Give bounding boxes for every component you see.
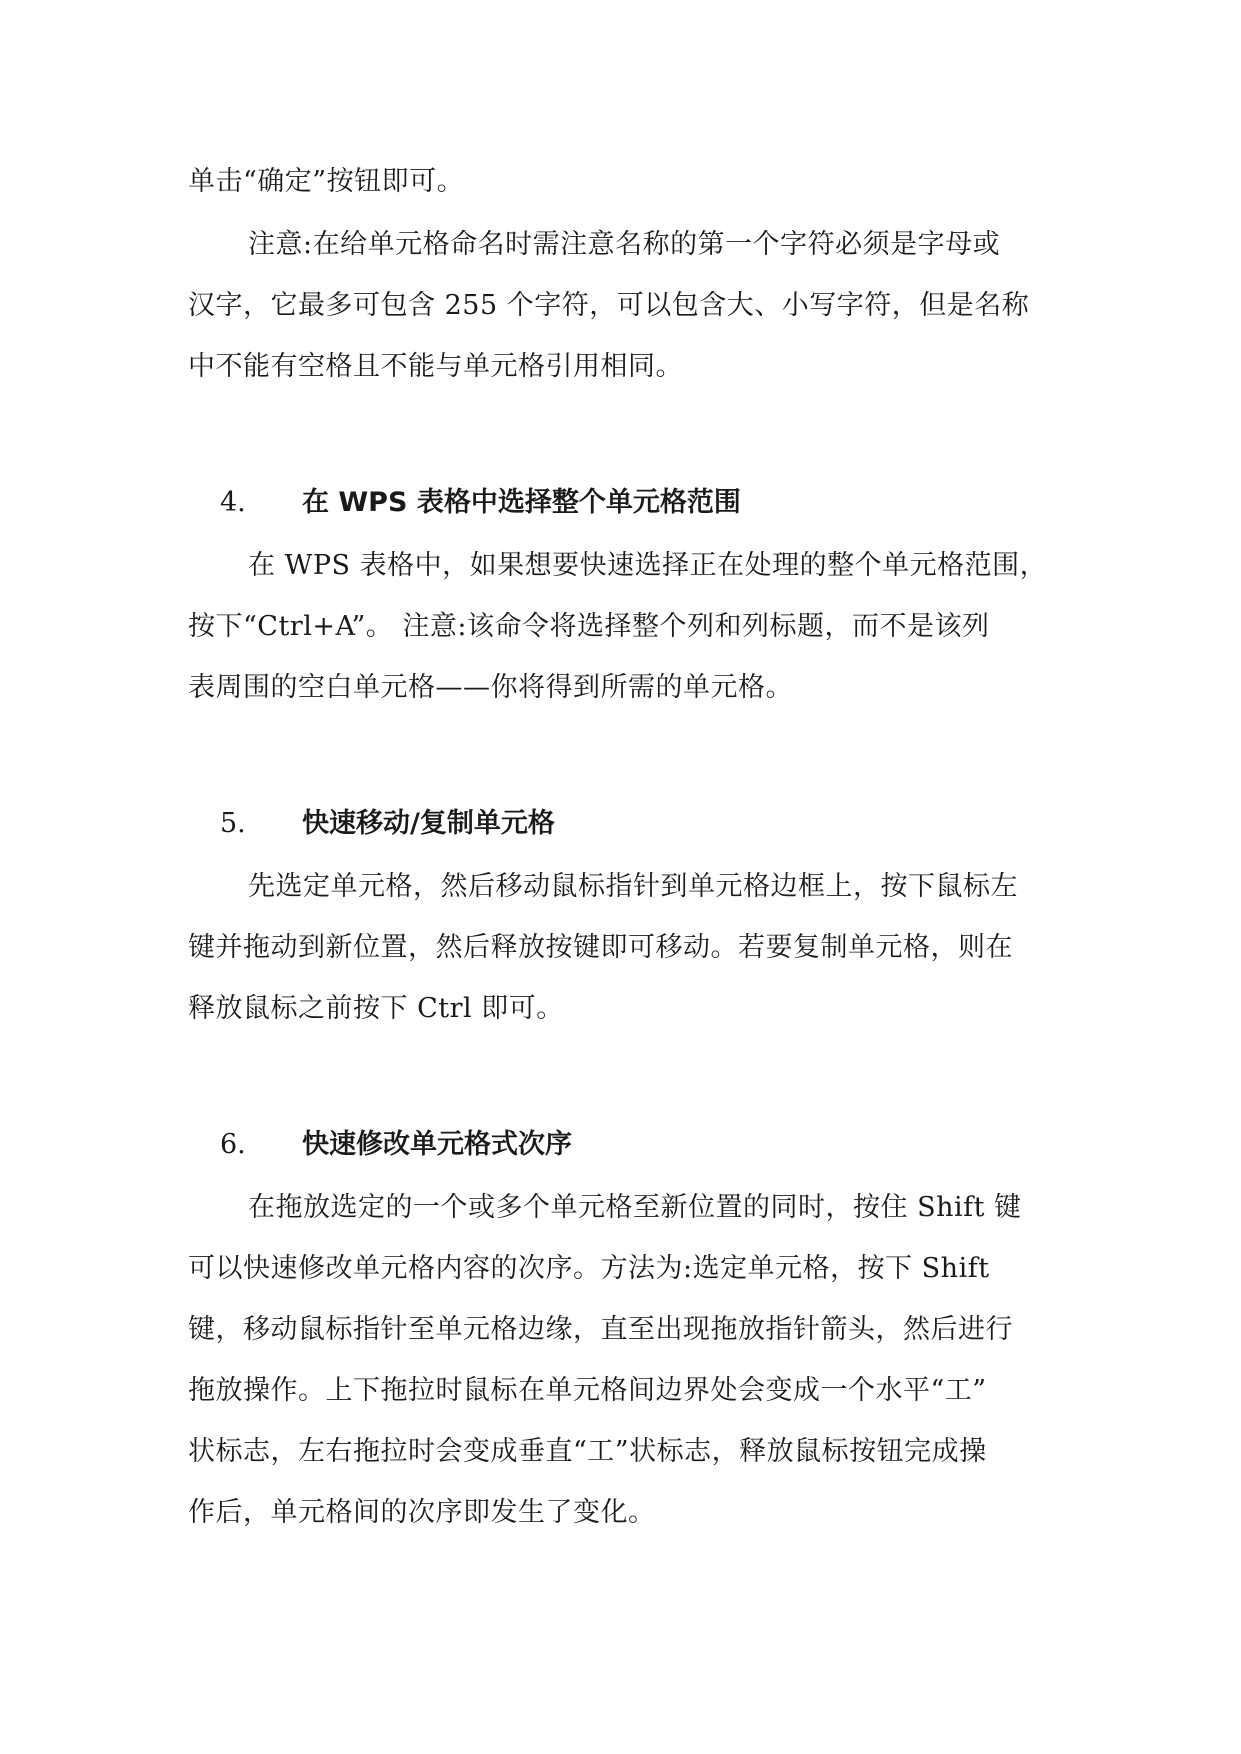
section-number: 4. <box>220 487 246 518</box>
paragraph-line: 单击“确定”按钮即可。 <box>188 166 465 197</box>
section-number: 6. <box>220 1129 246 1160</box>
paragraph-line: 释放鼠标之前按下 Ctrl 即可。 <box>188 993 564 1024</box>
paragraph-line: 在拖放选定的一个或多个单元格至新位置的同时，按住 Shift 键 <box>248 1192 1022 1223</box>
paragraph-line: 先选定单元格，然后移动鼠标指针到单元格边框上，按下鼠标左 <box>248 871 1018 902</box>
section-title: 快速移动/复制单元格 <box>302 808 555 839</box>
note-paragraph-line: 汉字，它最多可包含 255 个字符，可以包含大、小写字符，但是名称 <box>188 290 1030 321</box>
paragraph-line: 拖放操作。上下拖拉时鼠标在单元格间边界处会变成一个水平“工” <box>188 1375 987 1406</box>
paragraph-line: 按下“Ctrl+A”。 注意:该命令将选择整个列和列标题，而不是该列 <box>188 611 990 642</box>
paragraph-line: 可以快速修改单元格内容的次序。方法为:选定单元格，按下 Shift <box>188 1253 990 1284</box>
section-heading-4 <box>220 485 1060 521</box>
note-paragraph-line: 中不能有空格且不能与单元格引用相同。 <box>188 351 683 382</box>
paragraph-line: 键，移动鼠标指针至单元格边缘，直至出现拖放指针箭头，然后进行 <box>188 1314 1013 1345</box>
paragraph-line: 键并拖动到新位置，然后释放按键即可移动。若要复制单元格，则在 <box>188 932 1013 963</box>
section-title: 在 WPS 表格中选择整个单元格范围 <box>302 487 741 518</box>
section-number: 5. <box>220 808 246 839</box>
paragraph-line: 表周围的空白单元格——你将得到所需的单元格。 <box>188 672 793 703</box>
paragraph-line: 状标志，左右拖拉时会变成垂直“工”状标志，释放鼠标按钮完成操 <box>188 1436 987 1467</box>
paragraph-line: 在 WPS 表格中，如果想要快速选择正在处理的整个单元格范围， <box>248 550 1048 581</box>
section-heading-5 <box>220 806 1060 842</box>
section-title: 快速修改单元格式次序 <box>302 1129 572 1160</box>
paragraph-line: 作后，单元格间的次序即发生了变化。 <box>188 1497 656 1528</box>
section-heading-6 <box>220 1127 1060 1163</box>
note-paragraph-line: 注意:在给单元格命名时需注意名称的第一个字符必须是字母或 <box>248 229 1001 260</box>
